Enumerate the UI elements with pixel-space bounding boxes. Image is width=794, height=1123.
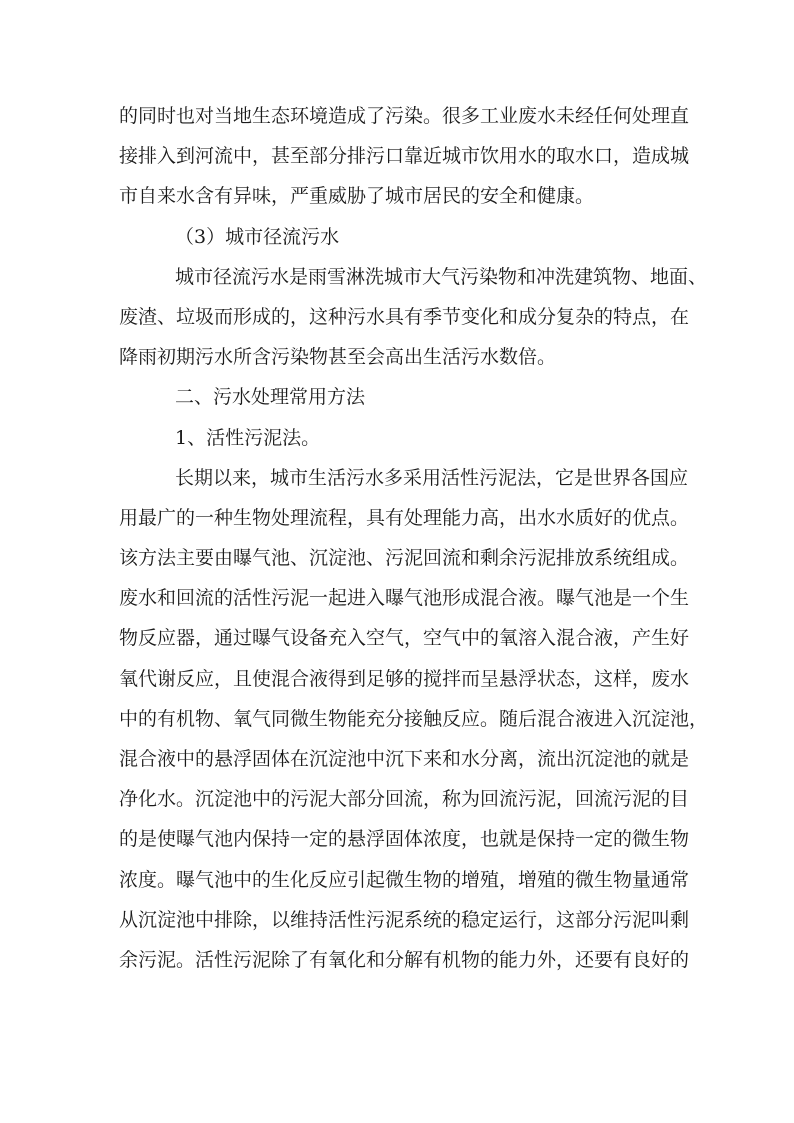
text-line: 氧代谢反应，且使混合液得到足够的搅拌而呈悬浮状态，这样，废水 — [119, 667, 690, 690]
text-line: 物反应器，通过曝气设备充入空气，空气中的氧溶入混合液，产生好 — [119, 627, 690, 650]
text-line: 浓度。曝气池中的生化反应引起微生物的增殖，增殖的微生物量通常 — [119, 868, 690, 891]
text-line: 混合液中的悬浮固体在沉淀池中沉下来和水分离，流出沉淀池的就是 — [119, 748, 690, 770]
text-line: 中的有机物、氧气同微生物能充分接触反应。随后混合液进入沉淀池， — [119, 707, 709, 730]
text-line: 的同时也对当地生态环境造成了污染。很多工业废水未经任何处理直 — [119, 105, 690, 127]
text-line: 市自来水含有异味，严重威胁了城市居民的安全和健康。 — [119, 185, 595, 208]
text-line: 城市径流污水是雨雪淋洗城市大气污染物和冲洗建筑物、地面、 — [175, 265, 708, 288]
text-line: 废水和回流的活性污泥一起进入曝气池形成混合液。曝气池是一个生 — [119, 587, 690, 610]
text-line: 的是使曝气池内保持一定的悬浮固体浓度，也就是保持一定的微生物 — [119, 828, 690, 851]
text-line: 接排入到河流中，甚至部分排污口靠近城市饮用水的取水口，造成城 — [119, 145, 690, 168]
text-line: 1、活性污泥法。 — [175, 426, 321, 449]
text-line: 废渣、垃圾而形成的，这种污水具有季节变化和成分复杂的特点，在 — [119, 305, 690, 328]
text-line: （3）城市径流污水 — [175, 225, 340, 248]
text-line: 余污泥。活性污泥除了有氧化和分解有机物的能力外，还要有良好的 — [119, 948, 690, 971]
text-line: 用最广的一种生物处理流程，具有处理能力高，出水水质好的优点。 — [119, 506, 690, 529]
text-line: 净化水。沉淀池中的污泥大部分回流，称为回流污泥，回流污泥的目 — [119, 788, 690, 811]
text-line: 该方法主要由曝气池、沉淀池、污泥回流和剩余污泥排放系统组成。 — [119, 547, 690, 570]
text-line: 二、污水处理常用方法 — [175, 386, 366, 409]
text-line: 从沉淀池中排除，以维持活性污泥系统的稳定运行，这部分污泥叫剩 — [119, 908, 690, 931]
text-line: 长期以来，城市生活污水多采用活性污泥法，它是世界各国应 — [175, 466, 689, 489]
text-line: 降雨初期污水所含污染物甚至会高出生活污水数倍。 — [119, 346, 557, 369]
document-body — [119, 96, 709, 980]
